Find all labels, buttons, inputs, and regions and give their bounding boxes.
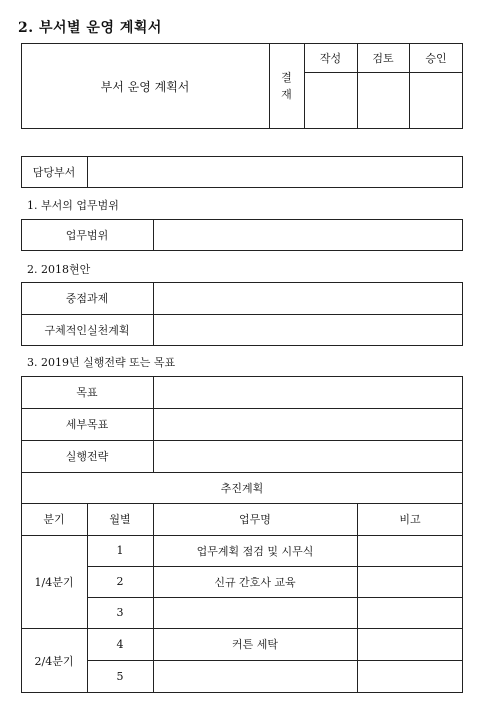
section-3-title: 3. 2019년 실행전략 또는 목표 [27, 356, 176, 369]
note-cell[interactable] [357, 535, 463, 566]
task-cell[interactable]: 신규 간호사 교육 [214, 575, 296, 589]
section-2-title: 2. 2018현안 [27, 263, 91, 276]
strategy-label: 실행전략 [65, 450, 109, 463]
section-1-title: 1. 부서의 업무범위 [27, 199, 119, 212]
signature-write-field[interactable] [305, 73, 356, 128]
note-cell[interactable] [357, 628, 463, 660]
department-field[interactable] [88, 157, 462, 187]
quarter-cell: 1/4분기 [34, 575, 74, 589]
action-plan-field[interactable] [154, 315, 462, 345]
task-cell[interactable] [153, 660, 357, 693]
month-cell: 4 [116, 637, 124, 651]
col-header-task: 업무명 [239, 513, 271, 526]
month-cell: 5 [116, 670, 124, 683]
month-cell: 3 [116, 606, 124, 619]
signature-review-field[interactable] [358, 73, 408, 128]
sub-goal-label: 세부목표 [65, 418, 109, 431]
department-label: 담당부서 [32, 166, 76, 179]
col-header-quarter: 분기 [43, 513, 65, 526]
approval-col-review: 검토 [372, 51, 394, 65]
strategy-field[interactable] [154, 441, 462, 471]
note-cell[interactable] [357, 660, 463, 693]
month-cell: 1 [116, 544, 124, 557]
quarter-cell: 2/4분기 [34, 654, 74, 668]
task-cell[interactable] [153, 597, 357, 628]
key-task-label: 중점과제 [65, 292, 109, 305]
goal-field[interactable] [154, 377, 462, 407]
sub-goal-field[interactable] [154, 409, 462, 439]
approval-label-char-1: 결 [281, 71, 292, 84]
document-name: 부서 운영 계획서 [100, 79, 190, 94]
note-cell[interactable] [357, 566, 463, 597]
month-cell: 2 [116, 575, 124, 588]
scope-label: 업무범위 [65, 229, 109, 242]
col-header-month: 월별 [109, 513, 131, 526]
approval-label [269, 43, 304, 129]
goal-label: 목표 [76, 386, 98, 399]
approval-label-char-2: 재 [281, 88, 292, 101]
col-header-note: 비고 [399, 513, 421, 526]
task-cell[interactable]: 업무계획 점검 및 시무식 [196, 544, 314, 558]
approval-col-write: 작성 [319, 51, 342, 65]
scope-field[interactable] [154, 220, 462, 250]
signature-approve-field[interactable] [410, 73, 462, 128]
task-cell[interactable]: 커튼 세탁 [231, 638, 278, 651]
approval-col-approve: 승인 [425, 51, 447, 65]
action-plan-label: 구체적인실천계획 [44, 324, 130, 337]
key-task-field[interactable] [154, 283, 462, 313]
note-cell[interactable] [357, 597, 463, 628]
page-title: 2. 부서별 운영 계획서 [18, 20, 162, 36]
plan-header: 추진계획 [220, 481, 264, 495]
